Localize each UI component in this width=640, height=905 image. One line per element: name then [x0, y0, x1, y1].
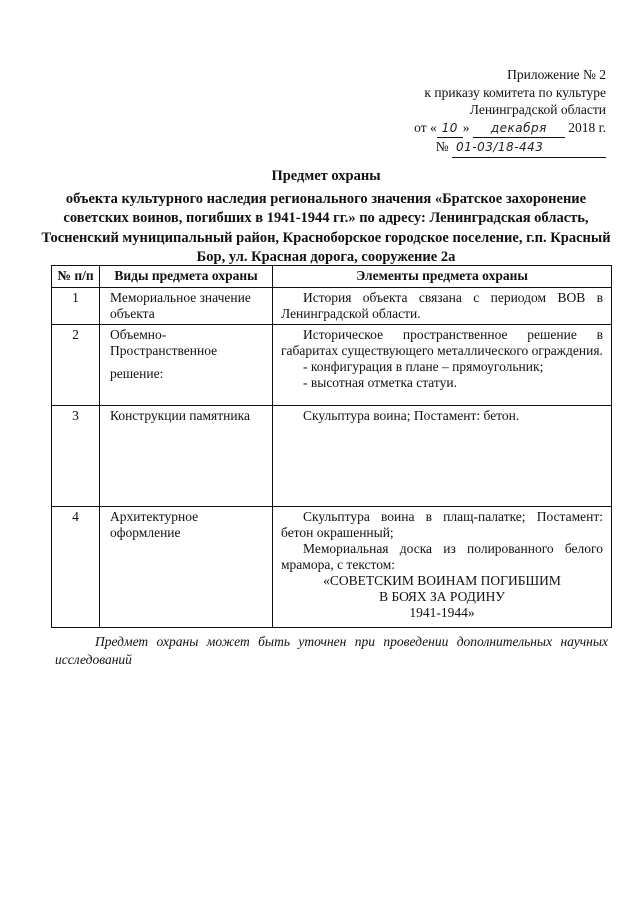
date-mid: » [462, 119, 470, 135]
row-elements [273, 325, 612, 406]
row-elements [273, 507, 612, 628]
annex-order-ref: к приказу комитета по культуре [424, 84, 606, 100]
date-year: 2018 г. [568, 119, 606, 135]
date-prefix: от « [414, 119, 437, 135]
elem-bullet: - конфигурация в плане – прямоугольник; [281, 359, 603, 375]
table-row [52, 406, 612, 507]
header-kind: Виды предмета охраны [100, 266, 273, 288]
date-month-handwritten: декабря [473, 120, 565, 139]
kind-line-a: Объемно-Пространственное [110, 327, 218, 358]
elem-paragraph: Скульптура воина в плащ-палатке; Постамент: бетон окрашенный; [281, 509, 603, 540]
header-elements: Элементы предмета охраны [273, 266, 612, 288]
table-row [52, 325, 612, 406]
row-num: 1 [52, 288, 100, 325]
row-kind: Конструкции памятника [100, 406, 273, 507]
elem-paragraph: Мемориальная доска из полированного белого мрамора, с текстом: [281, 541, 603, 572]
annex-region: Ленинградской области [469, 102, 606, 117]
row-elements [273, 406, 612, 507]
row-elements [273, 288, 612, 325]
kind-line-b: решение: [110, 366, 164, 381]
table-header-row [52, 266, 612, 288]
row-kind: Архитектурное оформление [100, 507, 273, 628]
plaque-text-line: 1941-1944» [409, 605, 475, 620]
elem-paragraph: История объекта связана с периодом ВОВ в Ленинградской области. [281, 290, 603, 321]
row-num: 4 [52, 507, 100, 628]
row-kind [100, 325, 273, 406]
plaque-text-line: В БОЯХ ЗА РОДИНУ [379, 589, 505, 604]
title-heading: Предмет охраны [271, 168, 381, 184]
elem-paragraph: Скульптура воина; Постамент: бетон. [303, 408, 520, 423]
row-num: 2 [52, 325, 100, 406]
footnote: Предмет охраны может быть уточнен при проведении дополнительных научных исследований [55, 634, 608, 667]
row-kind: Мемориальное значение объекта [100, 288, 273, 325]
table-row [52, 288, 612, 325]
annex-number-line [376, 138, 606, 158]
number-prefix: № [435, 139, 449, 154]
document-title [40, 167, 612, 268]
elem-paragraph: Историческое пространственное решение в габаритах существующего металлического ограждения. [281, 327, 603, 358]
row-num: 3 [52, 406, 100, 507]
elem-bullet: - высотная отметка статуи. [281, 375, 603, 391]
title-body: объекта культурного наследия регионального значения «Братское захоронение советских воинов, погибших в 1941-1944 гг.» по адресу: Ленинградская область, Тосненский муниципальный район, Красноборское городское поселение, г.п. Красный Бор, ул. Красная дорога, сооружение 2а [41, 190, 611, 265]
annex-header [376, 66, 606, 158]
annex-title: Приложение № 2 [507, 67, 606, 82]
protection-table [51, 265, 612, 628]
annex-date-line [376, 119, 606, 139]
table-row [52, 507, 612, 628]
plaque-text-line: «СОВЕТСКИМ ВОИНАМ ПОГИБШИМ [323, 573, 561, 588]
date-day-handwritten: 10 [437, 120, 463, 139]
order-number-handwritten: 01-03/18-443 [452, 139, 606, 158]
header-num: № п/п [52, 266, 100, 288]
